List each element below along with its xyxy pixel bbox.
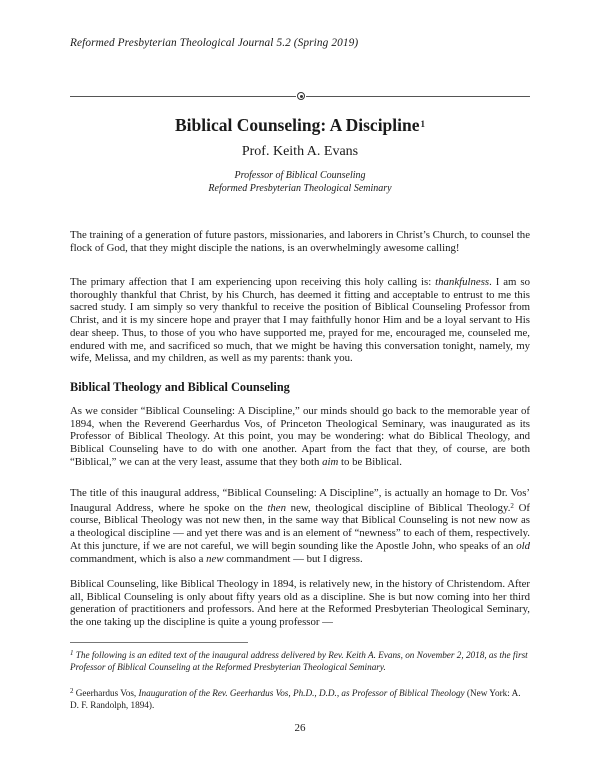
p2-text-a: The primary affection that I am experiencing upon receiving this holy calling is: (70, 276, 436, 288)
footnote-1-number: 1 (70, 649, 74, 657)
paragraph-2 (70, 276, 530, 365)
author-position: Professor of Biblical Counseling (234, 170, 366, 181)
footnote-2-text-a: Geerhardus Vos, (73, 688, 139, 698)
paragraph-4 (70, 487, 530, 565)
p4-text-c: Of course, Biblical Theology was not new then, in the same way that Biblical Counseling is not new now as a theological discipline — and yet there was and is an element of “newness” to each of them, respectively. At this juncture, if we are not careful, we will begin sounding like the Apostle John, who speaks of an (70, 501, 531, 552)
ornament-icon (297, 92, 305, 100)
section-heading: Biblical Theology and Biblical Counseling (70, 380, 290, 394)
p3-text-b: to be Biblical. (338, 455, 402, 468)
title-footnote-marker[interactable]: 1 (420, 119, 426, 129)
p4-emphasis-new: new (206, 552, 224, 565)
article-title-text: Biblical Counseling: A Discipline (174, 115, 420, 135)
footnote-2-text-b: (New York: A. D. F. Randolph, 1894). (70, 688, 521, 710)
paragraph-5: Biblical Counseling, like Biblical Theology in 1894, is relatively new, in the history of Christendom. After all, Biblical Counseling is only about fifty years old as a discipline. She is but now coming into her third generation of practitioners and professors. And here at the Reformed Presbyterian Theological Seminary, the one taking up the discipline is quite a young professor — (70, 578, 531, 629)
footnote-2-book-title: Inauguration of the Rev. Geerhardus Vos, Ph.D., D.D., as Professor of Biblical Theology (138, 688, 465, 698)
paragraph-3 (70, 405, 530, 469)
paragraph-1: The training of a generation of future pastors, missionaries, and laborers in Christ’s Church, to counsel the flock of God, that they might disciple the nations, is an overwhelmingly awesome calling! (70, 229, 530, 254)
author-name: Prof. Keith A. Evans (241, 144, 359, 159)
p4-text-a: The title of this inaugural address, “Biblical Counseling: A Discipline”, is actually an homage to Dr. Vos’ Inaugural Address, where he spoke on the (70, 487, 530, 514)
author-institution: Reformed Presbyterian Theological Seminary (208, 183, 392, 194)
p2-emphasis: thankfulness (435, 276, 490, 288)
p3-emphasis: aim (322, 455, 339, 468)
header-rule-right (306, 96, 530, 97)
page-number: 26 (294, 722, 306, 734)
footnote-1 (70, 648, 530, 673)
article-title (0, 115, 600, 136)
p4-emphasis-then: then (267, 501, 286, 514)
footnote-rule (70, 642, 248, 643)
header-rule-left (70, 96, 296, 97)
p4-text-d: commandment, which is also a (70, 552, 207, 565)
footnote-1-text: The following is an edited text of the inaugural address delivered by Rev. Keith A. Evans, on November 2, 2018, as the first Professor of Biblical Counseling at the Reformed Presbyterian Theological Seminary. (70, 650, 528, 672)
p4-footnote-marker[interactable]: 2 (510, 501, 514, 510)
p4-text-b: new, theological discipline of Biblical Theology. (286, 501, 511, 514)
running-header: Reformed Presbyterian Theological Journal 5.2 (Spring 2019) (70, 37, 359, 49)
p4-text-e: commandment — but I digress. (223, 552, 363, 565)
p3-text-a: As we consider “Biblical Counseling: A Discipline,” our minds should go back to the memorable year of 1894, when the Reverend Geerhardus Vos, of Princeton Theological Seminary, was inaugurated as its Professor of Biblical Theology. At this point, you may be wondering: what do Biblical Theology, and Biblical Counseling have to do with one another. Apart from the fact that they, of course, are both “Biblical,” we can at the very least, assume that they both (70, 405, 530, 468)
p2-text-b: . I am so thoroughly thankful that Christ, by his Church, has deemed it fitting and acceptable to entrust to me this sacred study. I am simply so very thankful to receive the position of Biblical Counseling Professor from Christ, and it is my sincere hope and prayer that I may faithfully honor Him and be a loyal servant to His dear sheep. Thus, to those of you who have supported me, prayed for me, encouraged me, counseled me, endured with me, and sacrificed so much, that we might be having this conversation tonight, namely, my wife, Melissa, and my children, as well as my parents: thank you. (70, 276, 530, 365)
p4-emphasis-old: old (516, 539, 530, 552)
footnote-2-number: 2 (70, 687, 74, 695)
footnote-2 (70, 686, 530, 711)
